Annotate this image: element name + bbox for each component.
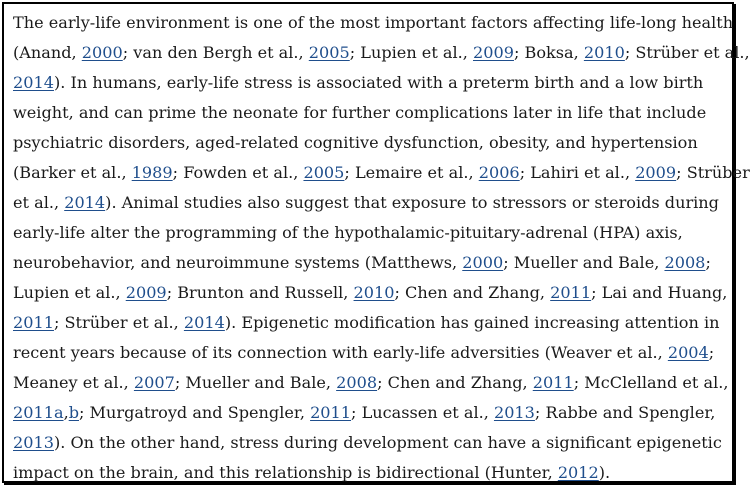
citation-link[interactable]: 2012 <box>557 463 599 482</box>
text-segment: early-life alter the programming of the hypothalamic-pituitary-adrenal (HPA) axis, <box>13 223 683 242</box>
text-segment: impact on the brain, and this relationship is bidirectional (Hunter, <box>13 463 558 482</box>
text-segment: ). On the other hand, stress during development can have a significant epigenetic <box>53 433 722 452</box>
text-segment: ; Lai and Huang, <box>591 283 728 302</box>
text-line <box>13 98 725 128</box>
citation-link[interactable]: 2011 <box>532 373 574 392</box>
text-segment: ). <box>598 463 611 482</box>
text-segment: ; Rabbe and Spengler, <box>534 403 716 422</box>
citation-link[interactable]: 2014 <box>183 313 225 332</box>
text-segment: ; <box>705 253 711 272</box>
citation-link[interactable]: 2010 <box>353 283 395 302</box>
text-segment: ; Chen and Zhang, <box>377 373 533 392</box>
text-line <box>13 38 750 68</box>
text-segment: ; Lahiri et al., <box>519 163 636 182</box>
text-line <box>13 368 729 398</box>
text-segment: recent years because of its connection with early-life adversities (Weaver et al., <box>13 343 668 362</box>
text-box <box>2 2 750 483</box>
paragraph <box>13 8 750 488</box>
text-segment: (Barker et al., <box>13 163 132 182</box>
text-line <box>13 218 725 248</box>
citation-link[interactable]: 2011 <box>550 283 592 302</box>
text-line <box>13 308 725 338</box>
text-line <box>13 8 734 38</box>
text-segment: ; McClelland et al., <box>573 373 729 392</box>
text-line <box>13 248 725 278</box>
text-segment: ; van den Bergh et al., <box>122 43 309 62</box>
text-segment: ; Strüber et al., <box>53 313 184 332</box>
text-line <box>13 128 725 158</box>
text-segment: ; Strüber et al., <box>624 43 750 62</box>
citation-link[interactable]: 2008 <box>336 373 378 392</box>
citation-link[interactable]: 2008 <box>664 253 706 272</box>
text-segment: ; Lupien et al., <box>349 43 473 62</box>
text-segment: (Anand, <box>13 43 82 62</box>
citation-link[interactable]: 2005 <box>303 163 345 182</box>
citation-link[interactable]: 2013 <box>13 433 54 452</box>
text-segment: Meaney et al., <box>13 373 134 392</box>
citation-link[interactable]: 2000 <box>462 253 504 272</box>
citation-link[interactable]: 2010 <box>583 43 625 62</box>
citation-link[interactable]: 2000 <box>81 43 123 62</box>
citation-link[interactable]: 2004 <box>667 343 709 362</box>
citation-link[interactable]: 2005 <box>308 43 350 62</box>
citation-link[interactable]: 2011 <box>13 313 54 332</box>
text-segment: ; Boksa, <box>513 43 584 62</box>
citation-link[interactable]: 2014 <box>13 73 54 92</box>
text-segment: weight, and can prime the neonate for further complications later in life that include <box>13 103 707 122</box>
text-segment: ; <box>708 343 715 362</box>
text-segment: neurobehavior, and neuroimmune systems (Matthews, <box>13 253 463 272</box>
text-segment: ; Mueller and Bale, <box>174 373 337 392</box>
citation-link[interactable]: 2011a <box>13 403 64 422</box>
citation-link[interactable]: 2011 <box>310 403 352 422</box>
text-segment: ; Brunton and Russell, <box>166 283 354 302</box>
citation-link[interactable]: 2009 <box>125 283 167 302</box>
text-segment: Lupien et al., <box>13 283 126 302</box>
text-segment: et al., <box>13 193 65 212</box>
text-line <box>13 278 728 308</box>
text-line <box>13 188 725 218</box>
text-segment: ; Mueller and Bale, <box>503 253 665 272</box>
text-segment: ; Chen and Zhang, <box>394 283 551 302</box>
text-segment: ; Lucassen et al., <box>351 403 494 422</box>
citation-link[interactable]: 2013 <box>493 403 535 422</box>
text-segment: ; Fowden et al., <box>172 163 304 182</box>
text-line <box>13 458 725 488</box>
text-segment: The early-life environment is one of the most important factors affecting life-long health <box>13 13 734 32</box>
text-line <box>13 158 750 188</box>
text-segment: ; Lemaire et al., <box>344 163 479 182</box>
text-segment: ). In humans, early-life stress is associated with a preterm birth and a low birth <box>53 73 704 92</box>
text-segment: ). Animal studies also suggest that exposure to stressors or steroids during <box>105 193 719 212</box>
text-segment: ; Strüber <box>676 163 750 182</box>
text-segment: psychiatric disorders, aged-related cognitive dysfunction, obesity, and hypertension <box>13 133 698 152</box>
text-line <box>13 68 725 98</box>
text-line <box>13 428 725 458</box>
text-line <box>13 398 725 428</box>
text-segment: , <box>63 403 69 422</box>
text-segment: ; Murgatroyd and Spengler, <box>79 403 311 422</box>
citation-link[interactable]: b <box>68 403 79 422</box>
text-segment: ). Epigenetic modification has gained increasing attention in <box>224 313 720 332</box>
text-line <box>13 338 725 368</box>
citation-link[interactable]: 2009 <box>473 43 514 62</box>
citation-link[interactable]: 2014 <box>64 193 106 212</box>
citation-link[interactable]: 2006 <box>478 163 520 182</box>
citation-link[interactable]: 2009 <box>635 163 677 182</box>
citation-link[interactable]: 1989 <box>131 163 173 182</box>
citation-link[interactable]: 2007 <box>133 373 175 392</box>
